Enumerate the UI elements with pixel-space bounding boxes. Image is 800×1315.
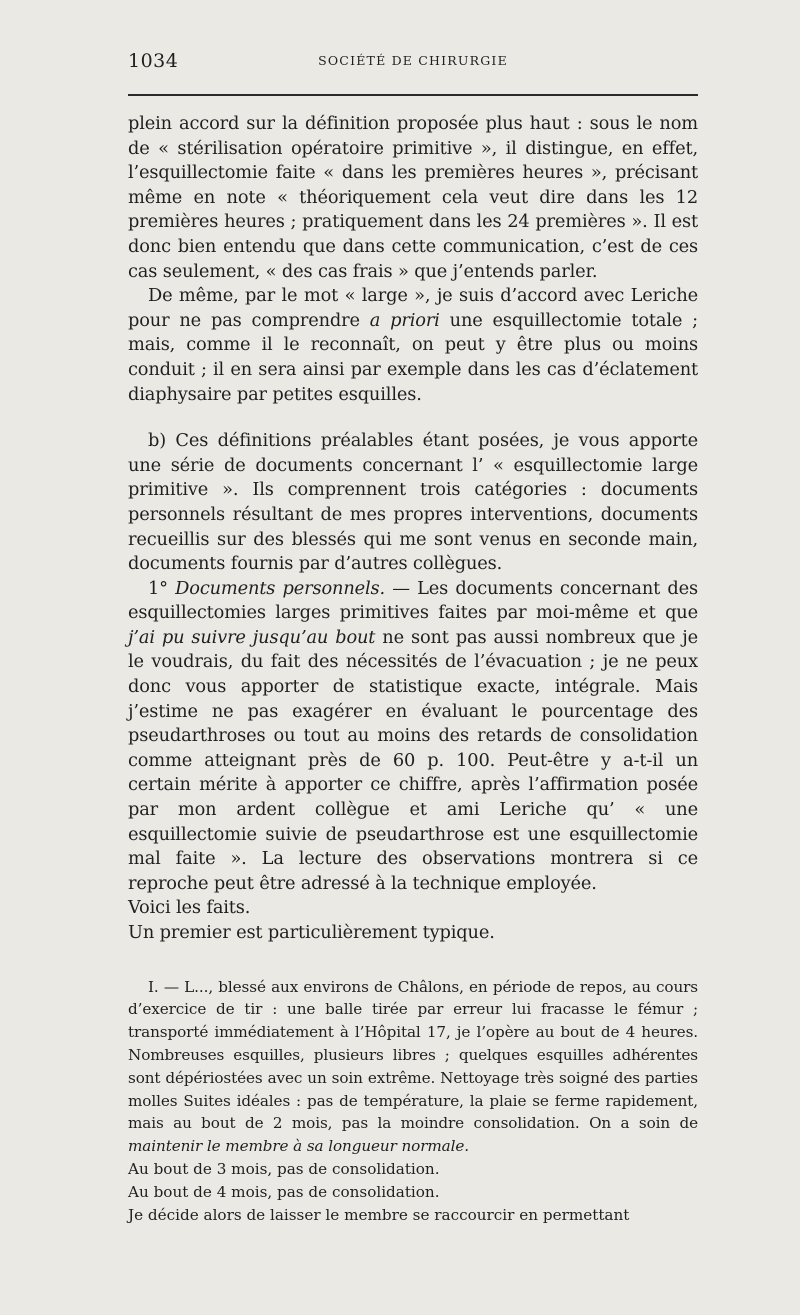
paragraph-documents-personnels <box>128 577 698 897</box>
p2-text-before: De même, par le mot « large », je suis d’accord avec Leriche pour ne pas comprendre <box>128 285 698 331</box>
running-title: SOCIÉTÉ DE CHIRURGIE <box>318 53 508 68</box>
p4-section-heading: Documents personnels. <box>175 577 386 599</box>
observation-line-decision: Je décide alors de laisser le membre se raccourcir en permettant <box>128 1205 630 1224</box>
p4-italic-phrase: j’ai pu suivre jusqu’au bout <box>128 626 376 648</box>
page-header <box>128 50 698 74</box>
paragraph-large-definition <box>128 284 698 407</box>
p4-number: 1° <box>148 577 176 599</box>
p2-text-after: une esquillectomie totale ; mais, comme il le reconnaît, on peut y être plus ou moins conduit ; il en sera ainsi par exemple dans les cas d’éclatement diaphysaire par petites esquilles. <box>128 309 698 405</box>
header-rule <box>128 94 698 96</box>
paragraph-premier-typique: Un premier est particulièrement typique. <box>128 922 495 943</box>
p2-italic-a-priori: a priori <box>369 309 440 331</box>
observation-italic: maintenir le membre à sa longueur normale. <box>128 1137 469 1156</box>
p4-text-mid: — Les documents concernant des esquillectomies larges primitives faites par moi-même et que <box>128 577 698 624</box>
paragraph-voici-les-faits: Voici les faits. <box>128 897 251 919</box>
paragraph-b-documents: b) Ces définitions préalables étant posées, je vous apporte une série de documents concernant l’ « esquillectomie large primitive ». Ils comprennent trois catégories : documents personnels résultant de mes propres interventions, documents recueillis sur des blessés qui me sont venus en seconde main, documents fournis par d’autres collègues. <box>128 430 698 575</box>
observation-case-1 <box>128 976 698 1158</box>
page-number: 1034 <box>128 50 179 72</box>
p4-text-after: ne sont pas aussi nombreux que je le voudrais, du fait des nécessités de l’évacuation ; je ne peux donc vous apporter de statistique exacte, intégrale. Mais j’estime ne pas exagérer en évaluant le pourcentage des pseudarthroses ou tout au moins des retards de consolidation comme atteignant près de 60 p. 100. Peut-être y a-t-il un certain mérite à apporter ce chiffre, après l’affirmation posée par mon ardent collègue et ami Leriche qu’ « une esquillectomie suivie de pseudarthrose est une esquillectomie mal faite ». La lecture des observations montrera si ce reproche peut être adressé à la technique employée. <box>128 626 699 894</box>
paragraph-continuation: plein accord sur la définition proposée plus haut : sous le nom de « stérilisation opératoire primitive », il distingue, en effet, l’esquillectomie faite « dans les premières heures », précisant même en note « théoriquement cela veut dire dans les 12 premières heures ; pratiquement dans les 24 premières ». Il est donc bien entendu que dans cette communication, c’est de ces cas seulement, « des cas frais » que j’entends parler. <box>128 113 698 282</box>
observation-line-3-months: Au bout de 3 mois, pas de consolidation. <box>128 1159 440 1178</box>
body-text <box>128 112 698 1226</box>
observation-line-4-months: Au bout de 4 mois, pas de consolidation. <box>128 1182 440 1201</box>
observation-text: I. — L..., blessé aux environs de Châlons, en période de repos, au cours d’exercice de tir : une balle tirée par erreur lui fracasse le fémur ; transporté immédiatement à l’Hôpital 17, je l’opère au bout de 4 heures. Nombreuses esquilles, plusieurs libres ; quelques esquilles adhérentes sont dépériostées avec un soin extrême. Nettoyage très soigné des parties molles Suites idéales : pas de température, la plaie se ferme rapidement, mais au bout de 2 mois, pas la moindre consolidation. On a soin de <box>128 977 698 1133</box>
